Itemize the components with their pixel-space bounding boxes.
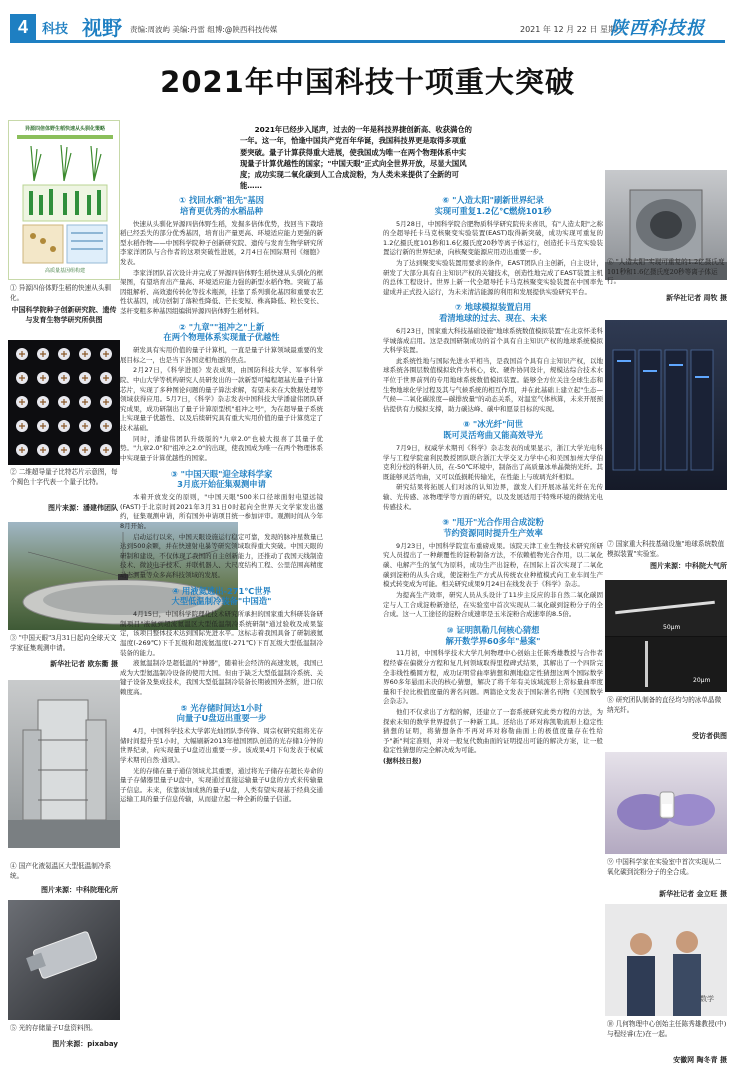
figure-8-credit: 受访者供图	[692, 732, 727, 740]
section-number: ⑥	[442, 195, 450, 205]
section-paragraph: 为了达到聚变实验装置用要求的条件，EAST团队自主创新，自主设计，研发了大部分具有自主知识产权的关键技术，创造性地完成了EAST装置主机的总体工程设计。世界上新一代全超导托卡马克核聚变实验装置在中国率先建成并正式投入运行，为未来清洁能源的利用和发展提供实验研究平台。	[383, 259, 603, 296]
figure-1-rice-diagram	[8, 120, 120, 280]
section-title: "九章""祖冲之"上新 在两个物理体系实现量子优越性	[163, 321, 280, 343]
figure-9-caption: ⑨ 中国科学家在实验室中首次实现从二氧化碳到淀粉分子的全合成。	[607, 858, 722, 876]
section-title: "甩开"光合作用合成淀粉 节约资源同时提升生产效率	[443, 517, 544, 539]
section-paragraph: 他们不仅求出了方程的解，还建立了一套系统研究此类方程的方法，为探索未知的数学世界提供了一种新工具。还给出了环对称凯勒流形上稳定性猜想的证明，将猜想条件不再对环对称勒曲面上的极值度量存在性给予"新"判定准则，并对一般复代数曲面的证明提出可能的解决方案，让一般稳定性猜想的完全解决成为可能。	[383, 707, 603, 755]
staff-credits: 责编:周波屿 美编:丹雷 组博:@陕西科技传媒	[130, 25, 278, 34]
section-title: "人造太阳"刷新世界纪录 实现可重复1.2亿℃燃烧101秒	[434, 195, 552, 216]
section-paragraph: 液氦温制冷是超低温的"神器"，随着社会经济的高速发展，我国已成为大型氦温制冷设备的使用大国。但由于缺乏大型低温制冷系统、关键子设备及集成技术，我国大型低温制冷装备长期被国外垄断，进口依赖度高。	[120, 659, 323, 697]
section-4	[120, 586, 323, 698]
page-header	[0, 0, 735, 46]
article-column-right	[383, 190, 603, 768]
section-heading	[383, 625, 603, 647]
section-paragraph: 为提高生产效率，研究人员从头设计了11步主反应的非自然二氧化碳固定与人工合成淀粉新途径，在实验室中首次实现从二氧化碳到淀粉分子的全合成。这一人工途径的淀粉合成速率是玉米淀粉合成速率的8.5倍。	[383, 590, 603, 619]
ice-fiber-panel-bottom	[605, 637, 727, 692]
section-2	[120, 322, 323, 464]
section-paragraph: 2月27日，《科学进展》发表成果，由国防科技大学、军事科学院、中山大学等机构研究人员研发出的一款新型可编程超基光量子计算芯片，实现了多种图论问题的量子算法求解，有望未来在大数据处理等领域获得应用。5月7日，《科学》杂志发表中国科技大学潘建伟团队研究成果，成功研制出了量子计算原型机"祖冲之号"，为在超导量子系统上实现量子优越性、以及后续研究具有重大实用价值的量子计算奠定了技术基础。	[120, 366, 323, 433]
figure-1-label-top: 异源四倍体野生稻快速从头驯化策略	[24, 126, 105, 132]
figure-7-earth-simulator	[605, 320, 727, 490]
section-7	[383, 302, 603, 414]
figure-8-caption: ⑧ 研究团队制备的直径均匀的冰单晶微纳光纤。	[607, 696, 722, 714]
section-heading	[383, 195, 603, 217]
figure-4-caption: ④ 国产化液氦温区大型低温制冷系统。	[10, 862, 112, 880]
figure-9-starch-synthesis	[605, 752, 727, 854]
issue-date: 2021 年 12 月 22 日 星期三	[520, 25, 624, 34]
section-heading	[120, 195, 323, 217]
section-number: ⑤	[180, 702, 188, 713]
section-10	[383, 625, 603, 756]
figure-4-cryogenic-system	[8, 680, 120, 848]
section-8	[383, 419, 603, 512]
section-title: "中国天眼"迎全球科学家 3月底开始征集观测申请	[177, 468, 273, 490]
section-heading	[383, 419, 603, 441]
section-heading	[120, 322, 323, 344]
server-room-illustration	[605, 320, 727, 490]
section-title: 地球模拟装置启用 看清地球的过去、现在、未来	[439, 302, 547, 324]
section-3	[120, 469, 323, 581]
section-5	[120, 703, 323, 805]
figure-4-credit: 图片来源：中科院理化所	[41, 886, 118, 894]
figure-8-ice-fiber	[605, 580, 727, 692]
ice-fiber-panel-top	[605, 580, 727, 636]
section-paragraph: 李家洋团队首次设计并完成了异源四倍体野生稻快速从头驯化的框架图，有望培育出产量高、环境适应能力强的新型水稻作物。突破了基因组解析、高效遗传转化等技术瓶颈，挂靠了系列驯化基因和重要农艺性状基因，成功创制了落粒性降低、芒长变短、株高降低、粒长变长、茎秆变粗多种基因组编辑异源四倍体野生稻材料。	[120, 268, 323, 316]
ice-fiber-strand	[615, 601, 715, 614]
ice-fiber-strand-2	[645, 641, 648, 687]
section-heading	[120, 469, 323, 491]
section-number: ⑩	[446, 624, 454, 635]
section-heading	[120, 703, 323, 725]
figure-10-mathematicians	[605, 904, 727, 1016]
figure-7-caption: ⑦ 国家重大科技基础设施"地球系统数值模拟装置"实验室。	[607, 540, 725, 558]
section-number: ⑨	[442, 517, 450, 528]
figure-1-label-bottom: 高质量基因组构建	[44, 268, 85, 274]
section-9	[383, 517, 603, 619]
figure-2-credit: 图片来源：潘建伟团队	[48, 504, 118, 512]
section-paragraph: 启动运行以来，中国天眼设施运行稳定可靠，发现的脉冲星数量已达到500余颗，并在快速射电暴等研究领域取得重大突破。中国天眼的研制和建设，不仅体现了我国的自主创新能力，还推动了我国天线制造技术、微波电子技术、并联机器人、大尺度结构工程、公里范围高精度动态测量等众多高科技领域的发展。	[120, 532, 323, 579]
section-number: ⑧	[462, 419, 470, 430]
source-credit: (据科技日报)	[383, 757, 422, 766]
figure-3-caption: ③ "中国天眼"3月31日起向全球天文学家征集观测申请。	[10, 634, 117, 652]
section-number: ④	[172, 585, 180, 596]
section-heading	[383, 302, 603, 324]
figure-8-scale-1: 50μm	[663, 624, 681, 631]
section-number: ⑦	[454, 302, 462, 313]
section-paragraph: 6月23日，国家重大科技基础设施"地球系统数值模拟装置"在北京怀柔科学城落成启用。这是我国研制成功的首个具有自主知识产权的地球系统模拟大科学装置。	[383, 327, 603, 355]
section-paragraph: 研发具有实用价值的量子计算机，一直是量子计算领域最重要的发展目标之一，也是当下各国竞相角逐的焦点。	[120, 346, 323, 364]
page-number: 4	[10, 14, 36, 40]
section-paragraph: 11月初，中国科学技术大学几何物理中心创始主任陈秀雄教授与合作者程经睿在偏微分方程和复几何领域取得里程碑式结果，其解出了一个四阶完全非线性椭圆方程，成功证明常曲率猜想和测地稳定性猜想这两个国际数学界60多年悬而未决的核心猜想，解决了将千年有关该域流形上常标量曲率度量和千拉比极值度量的著名问题。两篇论文发表于国际著名刊物《美国数学会杂志》。	[383, 649, 603, 706]
intro-paragraph: 2021年已经步入尾声，过去的一年是科技界捷创新高、收获满仓的一年。这一年，恰逢中国共产党百年华诞，我国科技界更是取得多项重要突破。量子计算获得重大进展，使我国成为唯一在两个物理体系中实现量子计算优越性的国家；"中国天眼"正式向全世界开放，尽显大国风度；成功实现二氧化碳到人工合成淀粉，为人类未来提供了全新的可能……	[240, 125, 472, 191]
section-title: 用液氦逃出-271℃世界 大型低温制冷装备"中国造"	[171, 585, 272, 607]
section-label-big: 视野	[82, 16, 122, 40]
figure-7-credit: 图片来源：中科院大气所	[650, 562, 727, 570]
figure-6-caption: ⑥ "人造太阳"实现可重复的1.2亿摄氏度101秒和1.6亿摄氏度20秒等离子体运行。	[607, 258, 725, 286]
section-title: 光存储时间达1小时 向量子U盘迈出重要一步	[176, 702, 267, 724]
figure-6-credit: 新华社记者 周牧 摄	[666, 294, 727, 302]
figure-5-credit: 图片来源：pixabay	[52, 1040, 118, 1048]
section-paragraph: 光的存储在量子通信领域尤其重要，通过将光子储存在超长寿命的量子存储器里量子U盘中，实现通过直接运输量子U盘的方式来传输量子信息。未来，依靠该加成熟的量子U盘，人类有望实现基于经典交通运输工具的量子信息传输，从而建立起一种全新的量子信道。	[120, 766, 323, 804]
figure-5-usb-drive	[8, 900, 120, 1020]
figure-10-board-text: 数学	[700, 995, 714, 1003]
rice-plants-illustration	[9, 121, 120, 280]
article-column-left	[120, 190, 323, 806]
section-title: 找回水稻"祖先"基因 培育更优秀的水稻品种	[180, 195, 264, 216]
section-title: 证明凯勒几何核心猜想 解开数学界60多年"悬案"	[445, 624, 541, 646]
page-headline: 2021年中国科技十项重大突破	[160, 65, 575, 99]
figure-1-credit: 中国科学院种子创新研究院、遗传与发育生物学研究所供图	[11, 306, 117, 324]
header-rule	[10, 40, 725, 43]
section-paragraph: 本着开放发交的原则，"中国天眼"500米口径球面射电望远镜(FAST)于北京时间2021年3月31日0时起向全世界天文学家发出邀约，征集观测申请，所有国外申请项目统一参加评审。观测时间从今年8月开始。	[120, 493, 323, 530]
section-title: "冰光纤"问世 既可灵活弯曲又能高效导光	[443, 419, 543, 441]
section-heading	[120, 586, 323, 608]
qubit-chip-illustration	[8, 340, 120, 465]
section-paragraph: 4月，中国科学技术大学郭光灿团队李传锋、周宗权研究组将光存储时间提升至1小时，大幅刷新2013年德国团队创造的光存储1分钟的世界纪录，向实现量子U盘迈出重要一步。该成果4月下旬发表于权威学术期刊自然·通讯》。	[120, 727, 323, 765]
figure-2-chip-image	[8, 340, 120, 465]
section-paragraph: 9月23日，中国科学院宣布重磅成果。该院天津工业生物技术研究所研究人员提出了一种颠覆性的淀粉制备方法，不依赖植物光合作用，以二氧化碳、电解产生的氢气为原料，成功生产出淀粉，在国际上首次实现了二氧化碳到淀粉的从头合成，使淀粉生产方式从传统农业种植模式向工业车间生产模式转变成为可能。相关研究成果9月24日在线发表于《科学》杂志。	[383, 541, 603, 589]
section-paragraph: 7月9日，权威学术期刊《科学》杂志发表的成果显示，浙江大学光电科学与工程学院童利民教授团队联合浙江大学交叉力学中心和美国加州大学伯克利分校的科研人员，在-50℃环境中，制备出了高质量冰单晶微纳光纤。其既能够灵活弯曲，又可以低损耗传输光，在性能上与玻璃光纤相似。	[383, 444, 603, 481]
section-number: ③	[170, 468, 178, 479]
figure-1-caption: ① 异源四倍体野生稻的快速从头驯化。	[10, 284, 112, 302]
section-paragraph: 快速从头驯化异源四倍体野生稻，发掘多倍体优势，找回当下栽培稻已经丢失的部分优秀基因，培育出产量更高、环境适应能力更强的新型水稻作物——中国科学院种子创新研究院、遗传与发育生物学研究所李家洋团队与合作者的这项突破性进展，2月4日在国际期刊《细胞》发表。	[120, 219, 323, 266]
section-paragraph: 4月15日，中国科学院理化技术研究所承担的国家重大科研装备研制项目"液氦到超流氦温区大型低温制冷系统研制"通过验收及成果鉴定，该项目整体技术达到国际先进水平。这标志着我国具备了研制液氦温度(-269℃)下千瓦级和超流氦温度(-271℃)下百瓦级大型低温制冷装备的能力。	[120, 610, 323, 657]
section-heading	[383, 517, 603, 539]
figure-8-scale-2: 20μm	[693, 677, 711, 684]
section-paragraph: 此系统性地与国际先进水平相当，是我国首个具有自主知识产权，以地球系统各圈层数值模拟软件为核心，软、硬件协同设计，规模达综合技术水平位于世界前列的专用地球系统数值模拟装置。能够全方位关注全球生态和生物地球化学过程及其与气候系统的相互作用，并在此基础上建立起"生态—气候—二氧化碳浓度—碳排放量"的动态关系，对温室气体核算，未来开展预估提供有力模拟支撑，助力碳达峰、碳中和愿景目标的实现。	[383, 356, 603, 413]
figure-10-credit: 安徽网 陶冬青 摄	[673, 1056, 727, 1064]
figure-3-credit: 新华社记者 欧东衢 摄	[50, 660, 118, 668]
usb-drive-illustration	[8, 900, 120, 1020]
section-number: ①	[179, 195, 187, 205]
section-paragraph: 5月28日，中国科学院合肥物质科学研究院传来喜讯，有"人造太阳"之称的全超导托卡马克核聚变实验装置(EAST)取得新突破，成功实现可重复的1.2亿摄氏度101秒和1.6亿摄氏度20秒等离子体运行，创造托卡马克实验装置运行新的世界纪录，向核聚变能源应用迈出重要一步。	[383, 219, 603, 257]
masthead: 陕西科技报	[610, 18, 705, 39]
section-paragraph: 同时，潘建伟团队升级版的"九章2.0"也被大报喜了其量子优势。"九章2.0"和"祖冲之2.0"的出现，使我国成为唯一在两个物理体系中实现量子计算优越性的国家。	[120, 434, 323, 462]
section-paragraph: 研究结果将拓展人们对冰的认知边界，激发人们开展冰基光纤在光传输、光传感、冰物理学等方面的研究，以及发展适用于特殊环境的微纳光电传感技术。	[383, 483, 603, 511]
section-label-small: 科技	[42, 22, 69, 37]
section-1	[120, 195, 323, 317]
figure-2-caption: ② 二维超导量子比特芯片示意图，每个褐色十字代表一个量子比特。	[10, 468, 118, 486]
figure-9-credit: 新华社记者 金立旺 摄	[659, 890, 727, 898]
section-number: ②	[178, 321, 186, 332]
section-6	[383, 195, 603, 297]
figure-10-caption: ⑩ 几何物理中心创始主任陈秀雄教授(中)与程经睿(左)在一起。	[607, 1020, 727, 1038]
cryogenic-equipment-illustration	[8, 680, 120, 848]
lab-sample-illustration	[605, 752, 727, 854]
figure-5-caption: ⑤ 光的存储量子U盘资料图。	[10, 1024, 97, 1032]
